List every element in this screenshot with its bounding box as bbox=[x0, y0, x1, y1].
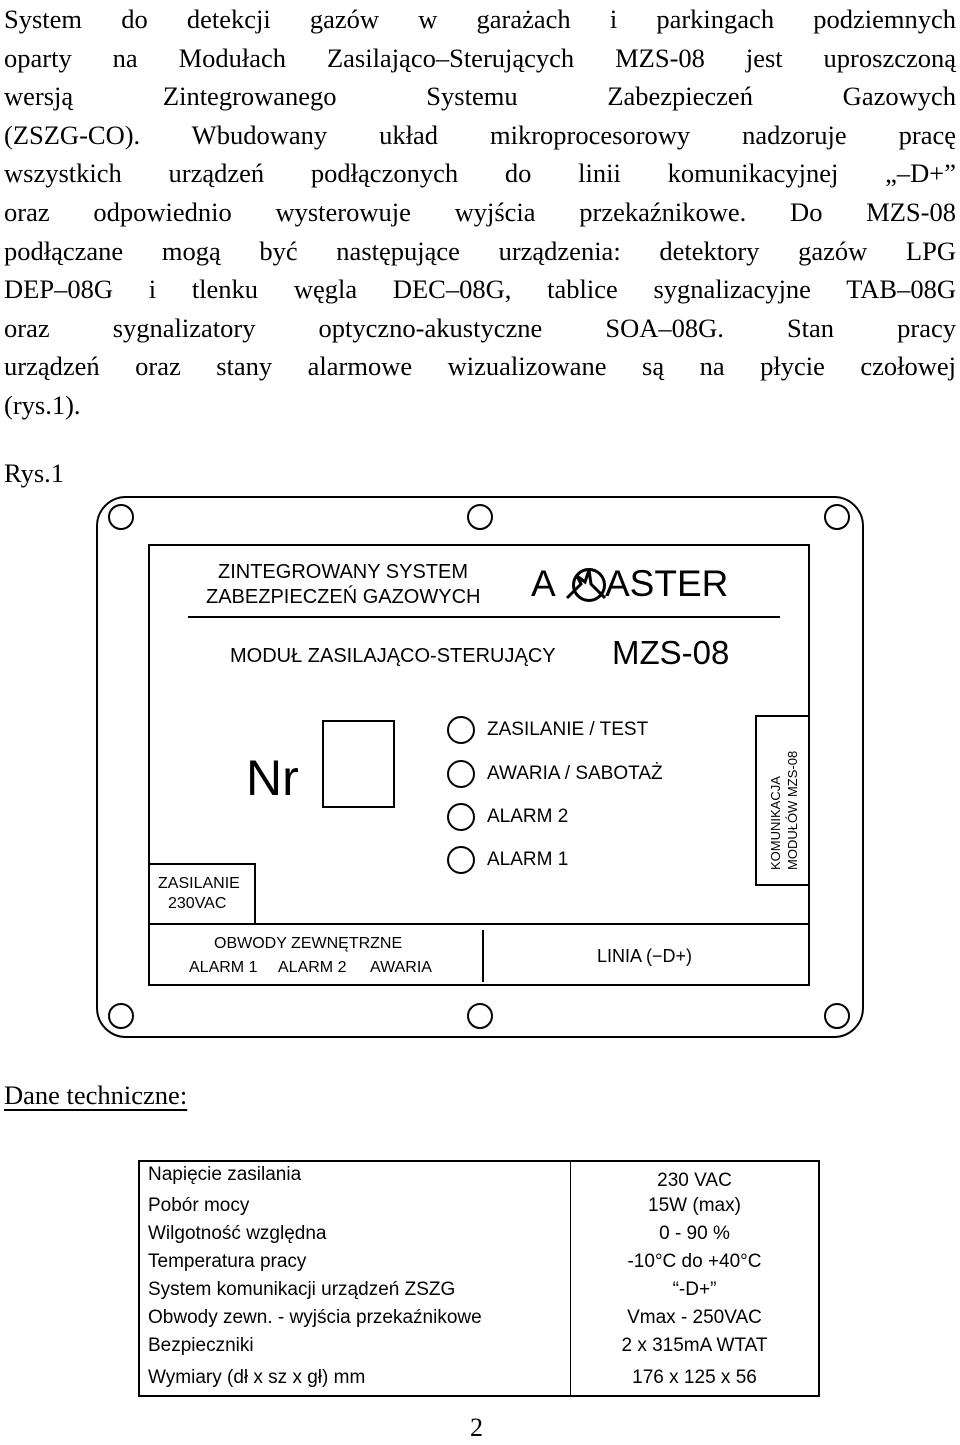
output-label: ALARM 2 bbox=[278, 959, 347, 976]
intro-line: urządzeń oraz stany alarmowe wizualizowane są na płycie czołowej bbox=[4, 351, 956, 382]
line-label: LINIA (−D+) bbox=[597, 946, 693, 966]
spec-value: -10°C do +40°C bbox=[627, 1251, 762, 1272]
output-label: AWARIA bbox=[370, 959, 432, 976]
bottom-separator-line bbox=[482, 930, 484, 982]
spec-value: 0 - 90 % bbox=[659, 1223, 730, 1244]
table-row bbox=[139, 1161, 819, 1192]
spec-value: 15W (max) bbox=[648, 1195, 741, 1216]
specs-heading: Dane techniczne: bbox=[4, 1080, 188, 1110]
figure-caption: Rys.1 bbox=[4, 458, 65, 488]
output-label: ALARM 1 bbox=[189, 959, 258, 976]
table-row bbox=[139, 1192, 819, 1220]
spec-label: System komunikacji urządzeń ZSZG bbox=[139, 1276, 571, 1304]
system-title-line-1: ZINTEGROWANY SYSTEM bbox=[218, 561, 469, 583]
table-row bbox=[139, 1220, 819, 1248]
intro-paragraph bbox=[4, 0, 956, 425]
specs-table bbox=[138, 1160, 820, 1397]
communication-label-line-2: MODUŁÓW MZS-08 bbox=[785, 750, 800, 870]
table-row bbox=[139, 1248, 819, 1276]
mounting-hole-icon bbox=[108, 504, 134, 530]
spec-value: 176 x 125 x 56 bbox=[632, 1366, 757, 1388]
power-label-line-2: 230VAC bbox=[168, 895, 227, 912]
power-label-box bbox=[148, 863, 256, 924]
mounting-hole-icon bbox=[467, 1003, 493, 1029]
spec-value: 230 VAC bbox=[657, 1170, 732, 1191]
spec-value: “-D+” bbox=[672, 1279, 717, 1300]
flame-icon bbox=[561, 562, 611, 606]
led-label: AWARIA / SABOTAŻ bbox=[487, 763, 663, 784]
brand-logo-name: ASTER bbox=[605, 563, 729, 604]
intro-line: (rys.1). bbox=[4, 389, 81, 420]
intro-line: oraz sygnalizatory optyczno-akustyczne SOA–08G. Stan pracy bbox=[4, 312, 956, 343]
table-row bbox=[139, 1304, 819, 1332]
led-power-test-icon bbox=[447, 716, 475, 744]
spec-label: Temperatura pracy bbox=[139, 1248, 571, 1276]
bottom-divider-line bbox=[148, 923, 810, 925]
led-label: ALARM 1 bbox=[487, 849, 569, 870]
brand-logo-letter: A bbox=[531, 563, 556, 604]
spec-value: Vmax - 250VAC bbox=[627, 1307, 762, 1328]
led-label: ZASILANIE / TEST bbox=[487, 719, 649, 740]
intro-line: (ZSZG-CO). Wbudowany układ mikroprocesorowy nadzoruje pracę bbox=[4, 119, 956, 150]
spec-label: Pobór mocy bbox=[139, 1192, 571, 1220]
spec-label: Wymiary (dł x sz x gł) mm bbox=[139, 1360, 571, 1396]
table-row bbox=[139, 1332, 819, 1360]
divider-line bbox=[188, 616, 780, 618]
module-label: MODUŁ ZASILAJĄCO-STERUJĄCY bbox=[230, 645, 556, 667]
led-fault-tamper-icon bbox=[447, 760, 475, 788]
spec-value: 2 x 315mA WTAT bbox=[621, 1335, 768, 1356]
led-alarm-2-icon bbox=[447, 803, 475, 831]
intro-line: System do detekcji gazów w garażach i parkingach podziemnych bbox=[4, 4, 956, 34]
system-title-line-2: ZABEZPIECZEŃ GAZOWYCH bbox=[206, 586, 481, 608]
spec-label: Bezpieczniki bbox=[139, 1332, 571, 1360]
serial-number-box bbox=[322, 720, 395, 808]
intro-line: oparty na Modułach Zasilająco–Sterujących MZS-08 jest uproszczoną bbox=[4, 42, 956, 73]
page-number: 2 bbox=[470, 1413, 483, 1442]
mounting-hole-icon bbox=[467, 504, 493, 530]
mounting-hole-icon bbox=[824, 504, 850, 530]
mounting-hole-icon bbox=[824, 1003, 850, 1029]
communication-label-line-1: KOMUNIKACJA bbox=[768, 776, 783, 870]
led-label: ALARM 2 bbox=[487, 806, 569, 827]
spec-label: Obwody zewn. - wyjścia przekaźnikowe bbox=[139, 1304, 571, 1332]
spec-label: Napięcie zasilania bbox=[139, 1161, 571, 1192]
model-label: MZS-08 bbox=[612, 634, 730, 671]
intro-line: DEP–08G i tlenku węgla DEC–08G, tablice sygnalizacyjne TAB–08G bbox=[4, 274, 956, 305]
serial-number-label: Nr bbox=[246, 750, 299, 806]
intro-line: wersją Zintegrowanego Systemu Zabezpieczeń Gazowych bbox=[4, 81, 956, 112]
table-row bbox=[139, 1276, 819, 1304]
mounting-hole-icon bbox=[108, 1003, 134, 1029]
led-alarm-1-icon bbox=[447, 846, 475, 874]
spec-label: Wilgotność względna bbox=[139, 1220, 571, 1248]
outputs-title: OBWODY ZEWNĘTRZNE bbox=[214, 935, 403, 952]
intro-line: wszystkich urządzeń podłączonych do linii komunikacyjnej „–D+” bbox=[4, 158, 956, 189]
power-label-line-1: ZASILANIE bbox=[158, 875, 240, 892]
intro-line: podłączane mogą być następujące urządzenia: detektory gazów LPG bbox=[4, 235, 956, 266]
table-row bbox=[139, 1360, 819, 1396]
intro-line: oraz odpowiednio wysterowuje wyjścia przekaźnikowe. Do MZS-08 bbox=[4, 196, 956, 227]
